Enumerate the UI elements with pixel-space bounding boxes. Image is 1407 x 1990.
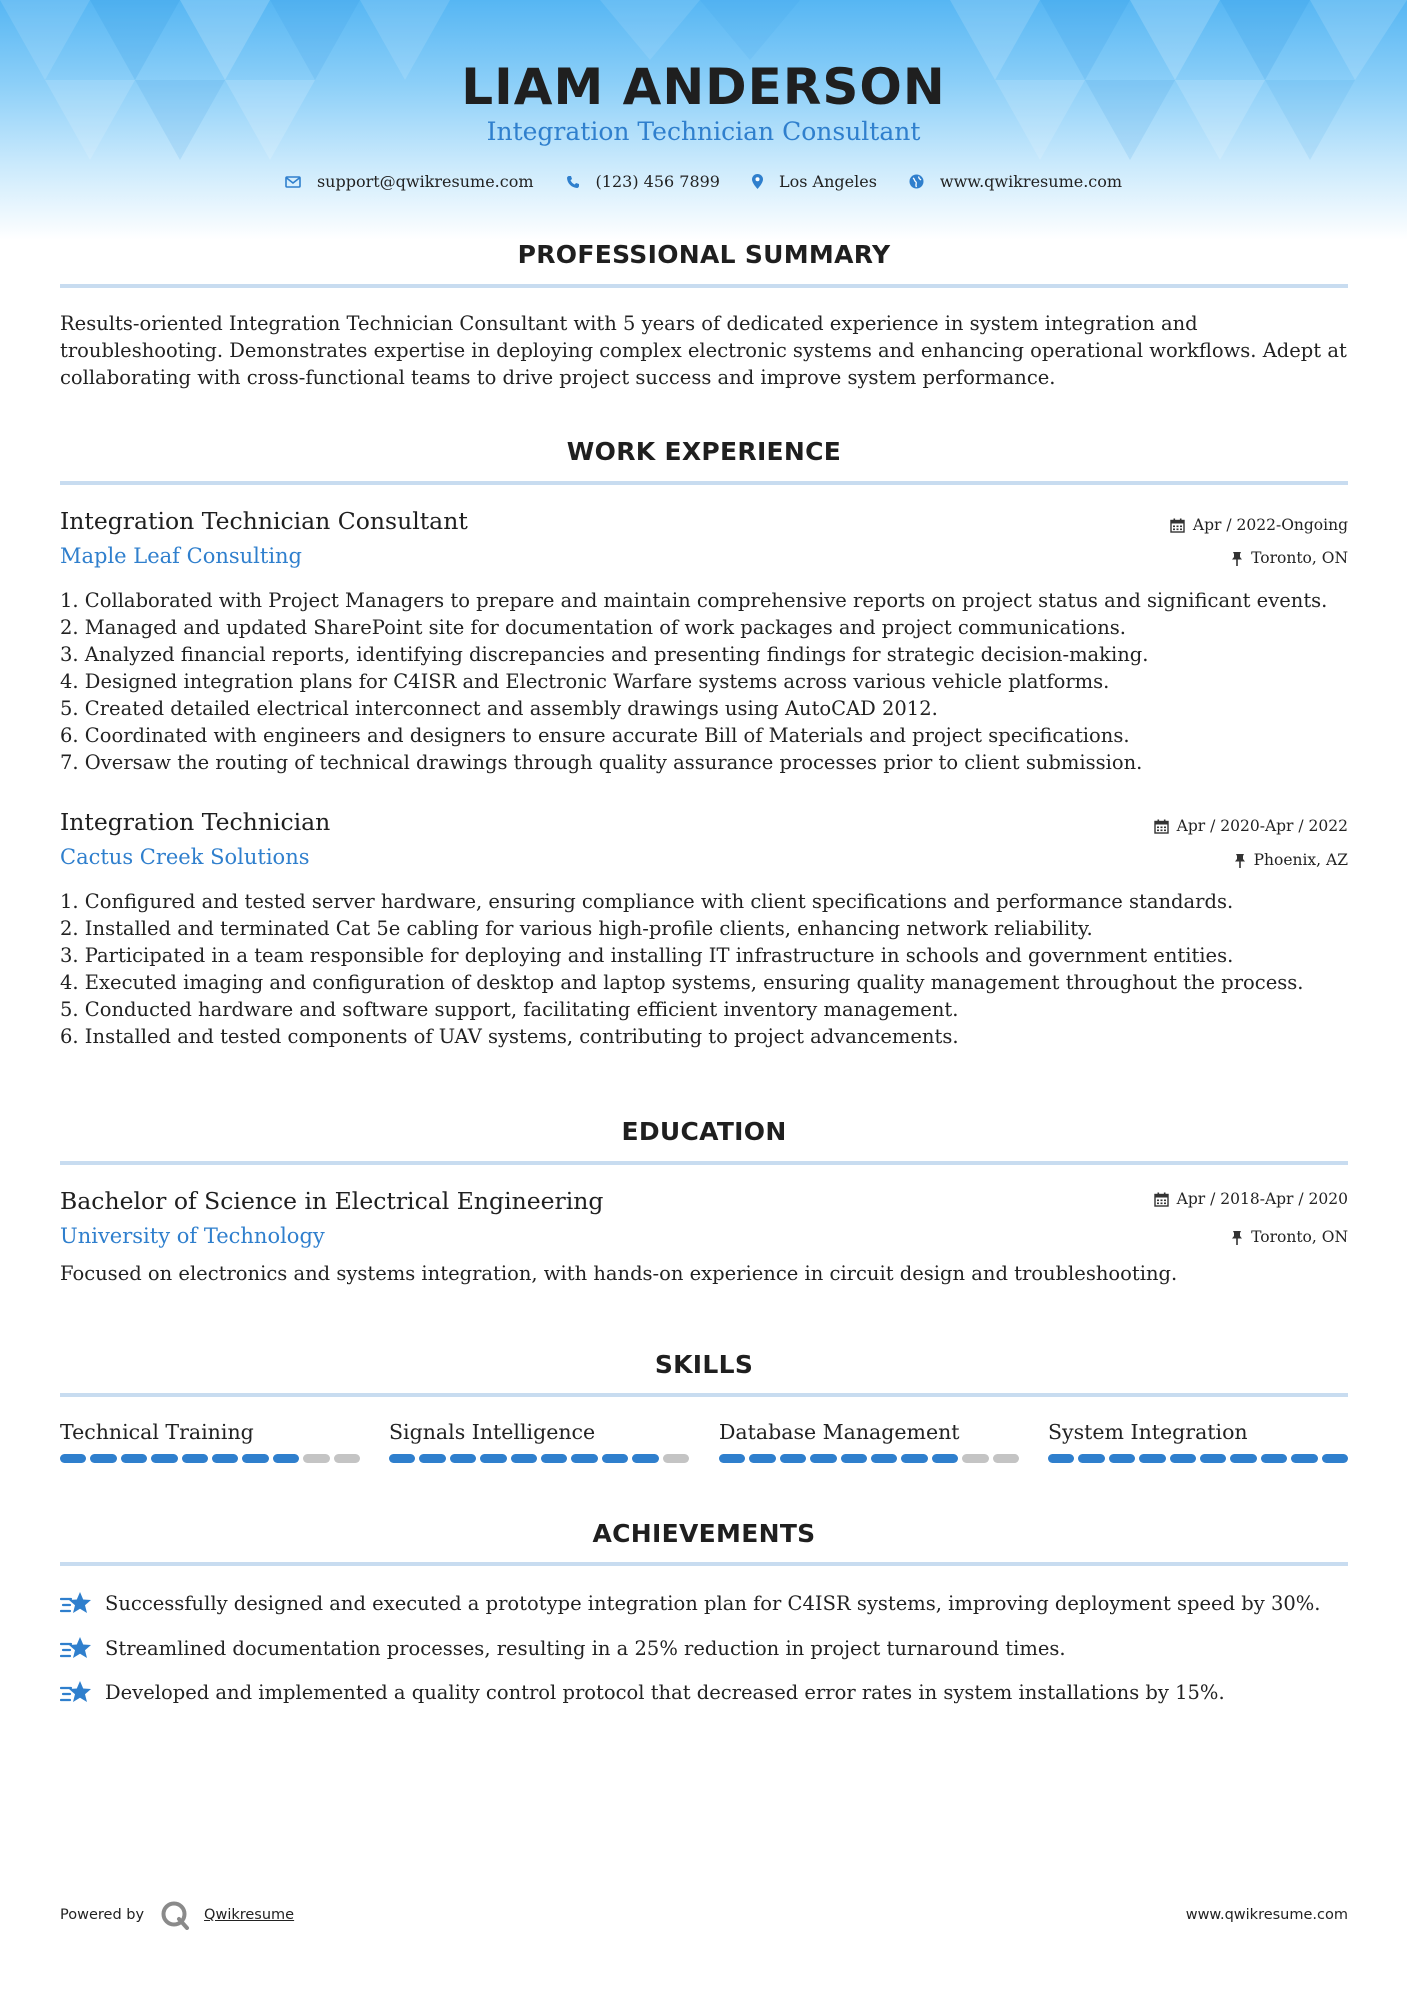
job-location-text: Phoenix, AZ <box>1253 851 1348 869</box>
job-bullets <box>60 587 1360 776</box>
experience-divider <box>60 481 1348 485</box>
skill-dot-empty <box>334 1454 360 1463</box>
skill-dot-filled <box>1291 1454 1317 1463</box>
achievement-text: Streamlined documentation processes, resulting in a 25% reduction in project turnaround times. <box>105 1637 1066 1660</box>
skill-dot-filled <box>1200 1454 1226 1463</box>
job-dates-text: Apr / 2022-Ongoing <box>1192 516 1348 534</box>
skill-dot-filled <box>1078 1454 1104 1463</box>
shooting-star-icon <box>60 1590 93 1617</box>
school-name: University of Technology <box>60 1224 325 1248</box>
skill-dot-filled <box>212 1454 238 1463</box>
skill-dot-empty <box>962 1454 988 1463</box>
achievements-heading: ACHIEVEMENTS <box>592 1519 816 1548</box>
calendar-icon <box>1170 518 1185 533</box>
skill-dot-filled <box>1230 1454 1256 1463</box>
job-bullet: 2. Installed and terminated Cat 5e cabling for various high-profile clients, enhancing network reliability. <box>60 917 1093 940</box>
achievement-text: Successfully designed and executed a prototype integration plan for C4ISR systems, improving deployment speed by 30%. <box>105 1592 1321 1615</box>
phone-icon <box>566 175 580 189</box>
contact-website[interactable] <box>909 172 1122 191</box>
skill-dot-filled <box>780 1454 806 1463</box>
job-bullet: 6. Coordinated with engineers and designers to ensure accurate Bill of Materials and project specifications. <box>60 724 1130 747</box>
summary-heading: PROFESSIONAL SUMMARY <box>517 240 891 269</box>
job-location-text: Toronto, ON <box>1251 549 1348 567</box>
job-bullets <box>60 888 1360 1050</box>
job-title: Integration Technician <box>60 808 331 836</box>
skill-dot-empty <box>303 1454 329 1463</box>
skill-name: Signals Intelligence <box>389 1420 596 1444</box>
company-name: Maple Leaf Consulting <box>60 544 303 568</box>
skill-dot-filled <box>632 1454 658 1463</box>
company-name: Cactus Creek Solutions <box>60 845 310 869</box>
job-dates <box>1154 817 1348 835</box>
skill-dot-filled <box>1048 1454 1074 1463</box>
skill-dot-filled <box>571 1454 597 1463</box>
skill-dot-filled <box>1261 1454 1287 1463</box>
education-dates <box>1154 1190 1348 1208</box>
experience-heading: WORK EXPERIENCE <box>566 437 842 466</box>
skill-rating <box>60 1454 360 1463</box>
job-location <box>1231 549 1348 567</box>
candidate-role: Integration Technician Consultant <box>486 117 921 146</box>
calendar-icon <box>1154 819 1169 834</box>
skill-dot-filled <box>151 1454 177 1463</box>
achievements-divider <box>60 1562 1348 1566</box>
powered-by-label: Powered by <box>60 1907 145 1923</box>
skill-dot-filled <box>273 1454 299 1463</box>
job-bullet: 7. Oversaw the routing of technical drawings through quality assurance processes prior to client submission. <box>60 751 1143 774</box>
job-bullet: 3. Participated in a team responsible for deploying and installing IT infrastructure in schools and government entities. <box>60 944 1234 967</box>
job-bullet: 2. Managed and updated SharePoint site for documentation of work packages and project communications. <box>60 616 1126 639</box>
skill-dot-filled <box>60 1454 86 1463</box>
job-bullet: 5. Conducted hardware and software support, facilitating efficient inventory management. <box>60 998 959 1021</box>
skill-dot-filled <box>511 1454 537 1463</box>
skill-dot-filled <box>1322 1454 1348 1463</box>
job-dates-text: Apr / 2020-Apr / 2022 <box>1176 817 1348 835</box>
skill-rating <box>1048 1454 1348 1463</box>
skill-dot-filled <box>389 1454 415 1463</box>
skill-name: Database Management <box>719 1420 960 1444</box>
footer-website[interactable]: www.qwikresume.com <box>1185 1907 1348 1923</box>
skill-dot-filled <box>932 1454 958 1463</box>
skills-divider <box>60 1393 1348 1397</box>
contact-phone[interactable] <box>566 172 720 191</box>
skill-dot-filled <box>419 1454 445 1463</box>
calendar-icon <box>1154 1192 1169 1207</box>
skill-dot-filled <box>1109 1454 1135 1463</box>
skill-item <box>60 1420 360 1463</box>
footer-powered-by <box>60 1900 294 1930</box>
achievement-item <box>60 1679 1225 1706</box>
job-bullet: 3. Analyzed financial reports, identifying discrepancies and presenting findings for strategic decision-making. <box>60 643 1149 666</box>
globe-icon <box>909 174 924 189</box>
job-bullet: 1. Configured and tested server hardware, ensuring compliance with client specifications and performance standards. <box>60 890 1234 913</box>
skill-dot-filled <box>480 1454 506 1463</box>
contact-email-text: support@qwikresume.com <box>316 172 534 191</box>
pushpin-icon <box>1231 1230 1243 1245</box>
pushpin-icon <box>1234 853 1246 868</box>
skill-name: Technical Training <box>60 1420 254 1444</box>
skill-dot-filled <box>1139 1454 1165 1463</box>
envelope-icon <box>285 176 301 188</box>
education-location <box>1231 1228 1348 1246</box>
contact-email[interactable] <box>285 172 534 191</box>
skill-dot-filled <box>602 1454 628 1463</box>
education-divider <box>60 1161 1348 1165</box>
job-location <box>1234 851 1348 869</box>
achievement-item <box>60 1590 1321 1617</box>
shooting-star-icon <box>60 1679 93 1706</box>
education-heading: EDUCATION <box>621 1117 787 1146</box>
skill-item <box>719 1420 1019 1463</box>
skill-dot-filled <box>182 1454 208 1463</box>
skill-dot-filled <box>1170 1454 1196 1463</box>
skill-dot-filled <box>450 1454 476 1463</box>
job-bullet: 4. Designed integration plans for C4ISR and Electronic Warfare systems across various vehicle platforms. <box>60 670 1110 693</box>
qwikresume-logo-icon <box>160 1900 190 1930</box>
shooting-star-icon <box>60 1635 93 1662</box>
skill-dot-filled <box>871 1454 897 1463</box>
skill-dot-filled <box>749 1454 775 1463</box>
skill-rating <box>719 1454 1019 1463</box>
skill-name: System Integration <box>1048 1420 1248 1444</box>
job-bullet: 1. Collaborated with Project Managers to prepare and maintain comprehensive reports on project status and significant events. <box>60 589 1328 612</box>
skill-rating <box>389 1454 689 1463</box>
job-bullet: 4. Executed imaging and configuration of desktop and laptop systems, ensuring quality management throughout the process. <box>60 971 1304 994</box>
education-dates-text: Apr / 2018-Apr / 2020 <box>1176 1190 1348 1208</box>
contact-location <box>752 172 877 191</box>
skill-dot-filled <box>121 1454 147 1463</box>
skill-dot-filled <box>810 1454 836 1463</box>
summary-divider <box>60 284 1348 288</box>
achievement-text: Developed and implemented a quality control protocol that decreased error rates in system installations by 15%. <box>105 1681 1225 1704</box>
skill-dot-filled <box>719 1454 745 1463</box>
skill-dot-filled <box>90 1454 116 1463</box>
skill-dot-filled <box>541 1454 567 1463</box>
contact-bar <box>0 172 1407 191</box>
education-location-text: Toronto, ON <box>1251 1228 1348 1246</box>
achievement-item <box>60 1635 1066 1662</box>
degree-title: Bachelor of Science in Electrical Engineering <box>60 1187 604 1215</box>
skill-dot-filled <box>901 1454 927 1463</box>
map-marker-icon <box>752 174 763 189</box>
summary-text: Results-oriented Integration Technician Consultant with 5 years of dedicated experience in system integration and troubleshooting. Demonstrates expertise in deploying complex electronic systems and enhancing operational workflows. Adept at collaborating with cross-functional teams to drive project success and improve system performance. <box>60 312 1347 389</box>
job-title: Integration Technician Consultant <box>60 507 468 535</box>
skills-heading: SKILLS <box>654 1350 754 1379</box>
candidate-name: LIAM ANDERSON <box>461 58 946 116</box>
contact-website-text: www.qwikresume.com <box>939 172 1123 191</box>
skill-item <box>389 1420 689 1463</box>
contact-location-text: Los Angeles <box>778 172 877 191</box>
pushpin-icon <box>1231 551 1243 566</box>
education-description: Focused on electronics and systems integration, with hands-on experience in circuit design and troubleshooting. <box>60 1262 1178 1285</box>
skill-dot-empty <box>663 1454 689 1463</box>
job-bullet: 5. Created detailed electrical interconnect and assembly drawings using AutoCAD 2012. <box>60 697 938 720</box>
job-bullet: 6. Installed and tested components of UAV systems, contributing to project advancements. <box>60 1025 959 1048</box>
job-dates <box>1170 516 1348 534</box>
skill-dot-filled <box>841 1454 867 1463</box>
qwikresume-link[interactable]: Qwikresume <box>204 1907 295 1923</box>
skill-item <box>1048 1420 1348 1463</box>
skill-dot-filled <box>242 1454 268 1463</box>
contact-phone-text: (123) 456 7899 <box>595 172 720 191</box>
skill-dot-empty <box>993 1454 1019 1463</box>
